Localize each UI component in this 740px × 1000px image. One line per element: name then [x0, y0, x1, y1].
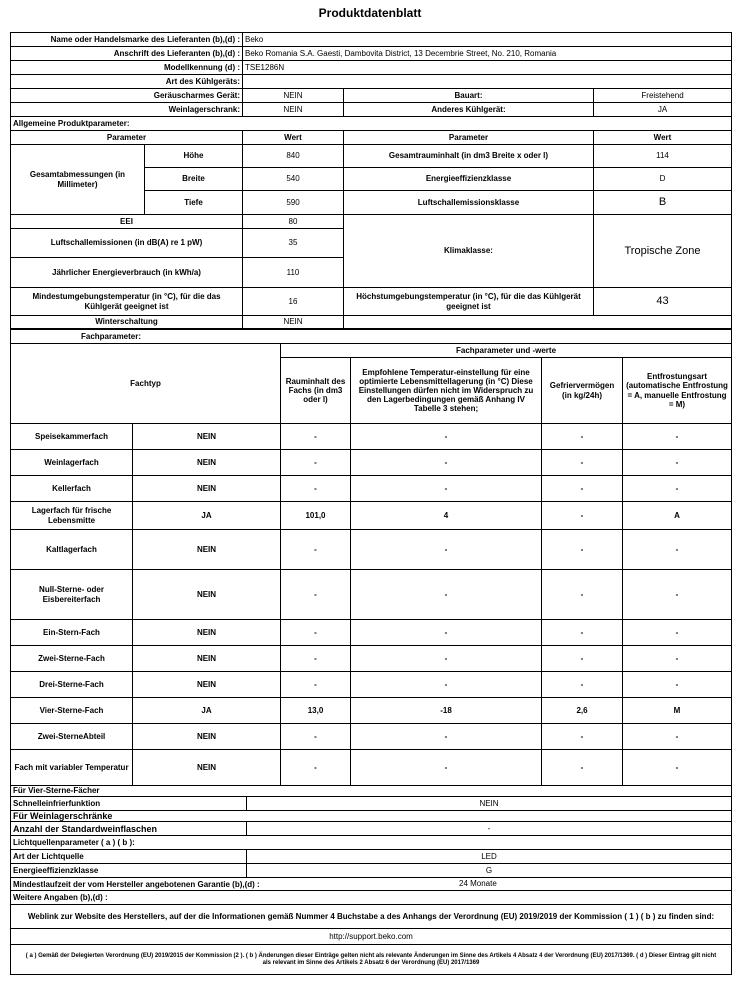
- general-col-param: Parameter: [11, 131, 243, 145]
- additional-info-table: [10, 785, 732, 975]
- compartment-present: NEIN: [133, 724, 281, 750]
- compartment-volume: -: [281, 476, 351, 502]
- compartment-temp: -: [351, 530, 542, 570]
- compartment-row: [11, 672, 732, 698]
- fast-freeze-value: NEIN: [247, 797, 732, 811]
- compartment-name: Speisekammerfach: [11, 424, 133, 450]
- compartment-row: [11, 750, 732, 786]
- compartment-defrost: -: [623, 530, 732, 570]
- compartment-temp: 4: [351, 502, 542, 530]
- compartment-table: [10, 329, 732, 786]
- annual-energy-value: 110: [243, 258, 344, 288]
- climate-class-label: Klimaklasse:: [344, 215, 594, 288]
- appliance-type-label: Art des Kühlgeräts:: [11, 75, 243, 89]
- compartment-freeze: -: [542, 620, 623, 646]
- compartment-temp: -: [351, 424, 542, 450]
- compartment-name: Kellerfach: [11, 476, 133, 502]
- model-label: Modellkennung (d) :: [11, 61, 243, 75]
- general-parameters-table: [10, 116, 732, 329]
- compartment-col-volume: Rauminhalt des Fachs (in dm3 oder l): [281, 358, 351, 424]
- light-class-value: G: [247, 864, 732, 878]
- compartment-row: [11, 646, 732, 672]
- max-temp-label: Höchstumgebungstemperatur (in °C), für die das Kühlgerät geeignet ist: [344, 288, 594, 316]
- compartment-row: [11, 424, 732, 450]
- compartment-name: Zwei-SterneAbteil: [11, 724, 133, 750]
- design-value: Freistehend: [594, 89, 732, 103]
- compartment-volume: 101,0: [281, 502, 351, 530]
- eei-label: EEI: [11, 215, 243, 229]
- compartment-row: [11, 476, 732, 502]
- footnote: ( a ) Gemäß der Delegierten Verordnung (EU) 2019/2015 der Kommission (2 ). ( b ) Änderungen dieser Einträge gelten nicht als relevante Änderungen im Sinne des Artikels 4 Absatz 4 der Verordnung (EU) 2017/1369. ( d ) Dieser Eintrag gilt nicht als relevant im Sinne des Artikels 2 Absatz 6 der Verordnung (EU) 2017/1369: [11, 945, 732, 975]
- compartment-name: Drei-Sterne-Fach: [11, 672, 133, 698]
- other-appliance-label: Anderes Kühlgerät:: [344, 103, 594, 117]
- wine-cabinet-label: Weinlagerschrank:: [11, 103, 243, 117]
- compartment-freeze: -: [542, 530, 623, 570]
- bottles-label: Anzahl der Standardweinflaschen: [11, 822, 247, 836]
- general-col-param2: Parameter: [344, 131, 594, 145]
- wine-heading: Für Weinlagerschränke: [11, 811, 732, 822]
- compartment-volume: -: [281, 672, 351, 698]
- noise-class-label: Luftschallemissionsklasse: [344, 191, 594, 215]
- volume-value: 114: [594, 145, 732, 168]
- compartment-freeze: -: [542, 502, 623, 530]
- appliance-type-value: [243, 75, 732, 89]
- compartment-freeze: -: [542, 672, 623, 698]
- compartment-present: NEIN: [133, 646, 281, 672]
- annual-energy-label: Jährlicher Energieverbrauch (in kWh/a): [11, 258, 243, 288]
- compartment-present: NEIN: [133, 424, 281, 450]
- compartment-name: Vier-Sterne-Fach: [11, 698, 133, 724]
- energy-class-label: Energieeffizienzklasse: [344, 168, 594, 191]
- compartment-defrost: -: [623, 476, 732, 502]
- compartment-defrost: M: [623, 698, 732, 724]
- compartment-row: [11, 530, 732, 570]
- general-col-value: Wert: [243, 131, 344, 145]
- compartment-present: JA: [133, 698, 281, 724]
- compartment-defrost: -: [623, 424, 732, 450]
- compartment-temp: -: [351, 724, 542, 750]
- compartment-name: Zwei-Sterne-Fach: [11, 646, 133, 672]
- compartment-present: JA: [133, 502, 281, 530]
- compartment-volume: -: [281, 724, 351, 750]
- compartment-defrost: -: [623, 750, 732, 786]
- compartment-name: Kaltlagerfach: [11, 530, 133, 570]
- wine-cabinet-value: NEIN: [243, 103, 344, 117]
- compartment-defrost: -: [623, 724, 732, 750]
- compartment-temp: -18: [351, 698, 542, 724]
- compartment-volume: -: [281, 750, 351, 786]
- noise-emission-value: 35: [243, 229, 344, 258]
- compartment-col-temp: Empfohlene Temperatur-einstellung für eine optimierte Lebensmittellagerung (in °C) Diese Einstellungen dürfen nicht im Widerspruch zu den Lagerbedingungen gemäß Anhang IV Tabelle 3 stehen;: [351, 358, 542, 424]
- eei-value: 80: [243, 215, 344, 229]
- address-value: Beko Romania S.A. Gaesti, Dambovita District, 13 Decembrie Street, No. 210, Romania: [243, 47, 732, 61]
- max-temp-value: 43: [594, 288, 732, 316]
- compartment-defrost: -: [623, 450, 732, 476]
- volume-label: Gesamtrauminhalt (in dm3 Breite x oder l): [344, 145, 594, 168]
- noise-class-value: B: [594, 191, 732, 215]
- compartment-volume: -: [281, 620, 351, 646]
- compartment-present: NEIN: [133, 476, 281, 502]
- compartment-heading: Fachparameter:: [11, 330, 732, 344]
- compartment-defrost: -: [623, 672, 732, 698]
- height-label: Höhe: [145, 145, 243, 168]
- compartment-present: NEIN: [133, 570, 281, 620]
- model-value: TSE1286N: [243, 61, 732, 75]
- compartment-volume: -: [281, 424, 351, 450]
- compartment-name: Fach mit variabler Temperatur: [11, 750, 133, 786]
- compartment-temp: -: [351, 646, 542, 672]
- warranty-row: [11, 878, 732, 891]
- climate-class-value: Tropische Zone: [594, 215, 732, 288]
- compartment-temp: -: [351, 450, 542, 476]
- fast-freeze-label: Schnelleinfrierfunktion: [11, 797, 247, 811]
- compartment-volume: -: [281, 646, 351, 672]
- winter-empty: [344, 316, 732, 329]
- compartment-name: Lagerfach für frische Lebensmitte: [11, 502, 133, 530]
- compartment-temp: -: [351, 750, 542, 786]
- height-value: 840: [243, 145, 344, 168]
- bottles-value: -: [247, 822, 732, 836]
- compartment-name: Null-Sterne- oder Eisbereiterfach: [11, 570, 133, 620]
- compartment-col-defrost: Entfrostungsart (automatische Entfrostung = A, manuelle Entfrostung = M): [623, 358, 732, 424]
- compartment-defrost: -: [623, 646, 732, 672]
- winter-value: NEIN: [243, 316, 344, 329]
- compartment-freeze: 2,6: [542, 698, 623, 724]
- compartment-name: Ein-Stern-Fach: [11, 620, 133, 646]
- light-type-value: LED: [247, 850, 732, 864]
- compartment-present: NEIN: [133, 620, 281, 646]
- compartment-volume: -: [281, 450, 351, 476]
- dimensions-label: Gesamtabmessungen (in Millimeter): [11, 145, 145, 215]
- compartment-col-type: Fachtyp: [11, 344, 281, 424]
- supplier-value: Beko: [243, 33, 732, 47]
- page-title: Produktdatenblatt: [318, 6, 422, 20]
- compartment-freeze: -: [542, 450, 623, 476]
- compartment-volume: -: [281, 530, 351, 570]
- min-temp-label: Mindestumgebungstemperatur (in °C), für die das Kühlgerät geeignet ist: [11, 288, 243, 316]
- compartment-freeze: -: [542, 646, 623, 672]
- compartment-row: [11, 502, 732, 530]
- weblink-label: Weblink zur Website des Herstellers, auf der die Informationen gemäß Nummer 4 Buchstabe a des Anhangs der Verordnung (EU) 2019/2019 der Kommission ( 1 ) ( b ) zu finden sind:: [11, 905, 732, 929]
- compartment-temp: -: [351, 672, 542, 698]
- depth-value: 590: [243, 191, 344, 215]
- min-temp-value: 16: [243, 288, 344, 316]
- winter-label: Winterschaltung: [11, 316, 243, 329]
- address-label: Anschrift des Lieferanten (b),(d) :: [11, 47, 243, 61]
- energy-class-value: D: [594, 168, 732, 191]
- general-heading: Allgemeine Produktparameter:: [11, 117, 732, 131]
- four-star-heading: Für Vier-Sterne-Fächer: [11, 786, 732, 797]
- compartment-present: NEIN: [133, 450, 281, 476]
- compartment-row: [11, 724, 732, 750]
- compartment-present: NEIN: [133, 530, 281, 570]
- compartment-freeze: -: [542, 750, 623, 786]
- compartment-temp: -: [351, 620, 542, 646]
- light-type-label: Art der Lichtquelle: [11, 850, 247, 864]
- low-noise-value: NEIN: [243, 89, 344, 103]
- supplier-table: [10, 32, 732, 117]
- compartment-row: [11, 570, 732, 620]
- further-heading: Weitere Angaben (b),(d) :: [11, 891, 732, 905]
- noise-emission-label: Luftschallemissionen (in dB(A) re 1 pW): [11, 229, 243, 258]
- compartment-row: [11, 620, 732, 646]
- warranty-label: Mindestlaufzeit der vom Hersteller angebotenen Garantie (b),(d) :: [13, 879, 260, 889]
- compartment-present: NEIN: [133, 672, 281, 698]
- compartment-volume: -: [281, 570, 351, 620]
- width-label: Breite: [145, 168, 243, 191]
- compartment-temp: -: [351, 570, 542, 620]
- low-noise-label: Geräuscharmes Gerät:: [11, 89, 243, 103]
- compartment-defrost: A: [623, 502, 732, 530]
- depth-label: Tiefe: [145, 191, 243, 215]
- compartment-row: [11, 698, 732, 724]
- light-heading: Lichtquellenparameter ( a ) ( b ):: [11, 836, 732, 850]
- compartment-name: Weinlagerfach: [11, 450, 133, 476]
- compartment-col-group: Fachparameter und -werte: [281, 344, 732, 358]
- other-appliance-value: JA: [594, 103, 732, 117]
- compartment-freeze: -: [542, 476, 623, 502]
- compartment-present: NEIN: [133, 750, 281, 786]
- compartment-temp: -: [351, 476, 542, 502]
- compartment-row: [11, 450, 732, 476]
- width-value: 540: [243, 168, 344, 191]
- weblink-value[interactable]: http://support.beko.com: [11, 929, 732, 945]
- compartment-freeze: -: [542, 570, 623, 620]
- compartment-col-freeze: Gefriervermögen (in kg/24h): [542, 358, 623, 424]
- warranty-value: 24 Monate: [459, 879, 497, 889]
- compartment-freeze: -: [542, 424, 623, 450]
- design-label: Bauart:: [344, 89, 594, 103]
- supplier-label: Name oder Handelsmarke des Lieferanten (b),(d) :: [11, 33, 243, 47]
- compartment-defrost: -: [623, 570, 732, 620]
- compartment-volume: 13,0: [281, 698, 351, 724]
- general-col-value2: Wert: [594, 131, 732, 145]
- compartment-freeze: -: [542, 724, 623, 750]
- compartment-defrost: -: [623, 620, 732, 646]
- light-class-label: Energieeffizienzklasse: [11, 864, 247, 878]
